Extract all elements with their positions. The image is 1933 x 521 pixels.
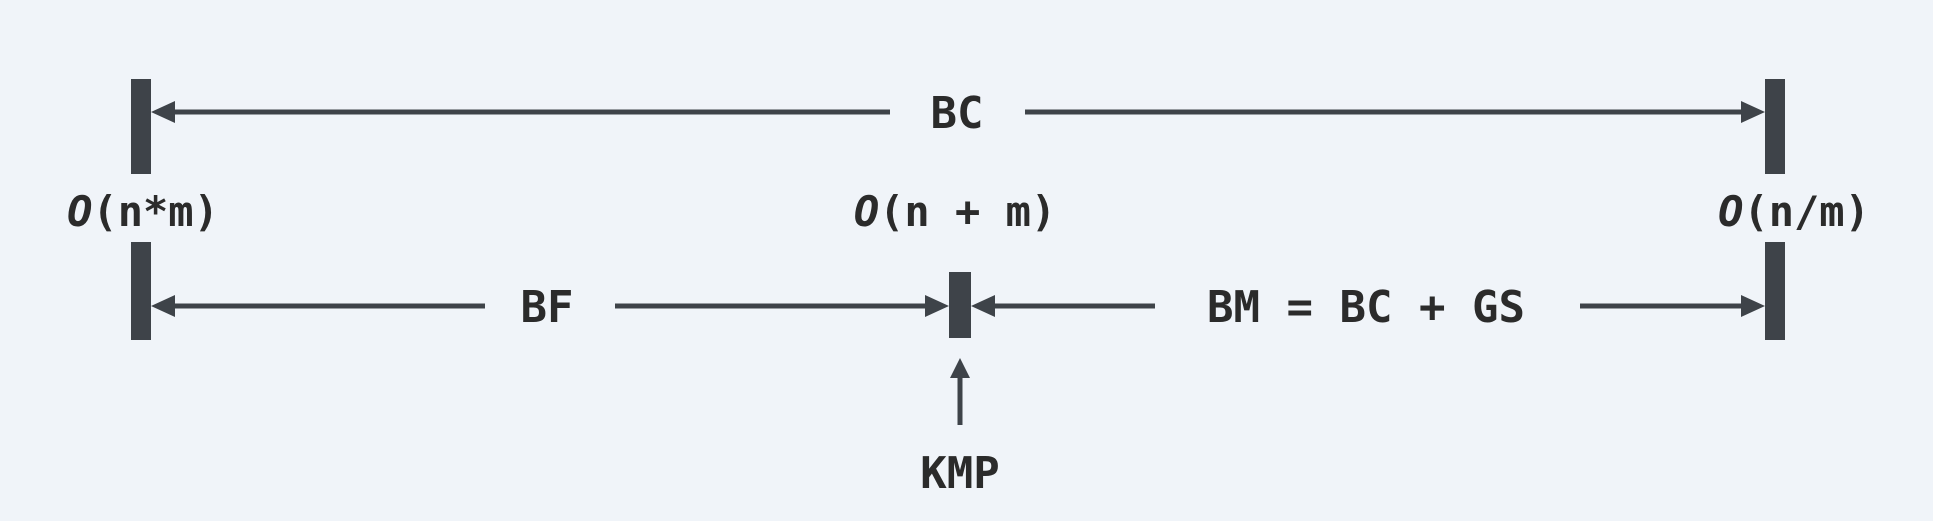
right-bottom-marker: [1765, 242, 1785, 340]
left-bottom-marker: [131, 242, 151, 340]
bc-arrowhead-left: [151, 101, 175, 123]
middle-marker: [949, 272, 971, 338]
big-o-symbol-left: O: [67, 187, 93, 236]
bm-label: BM = BC + GS: [1207, 282, 1525, 333]
bottom-ranges: [131, 242, 1785, 340]
bf-label: BF: [520, 282, 574, 333]
kmp-pointer: [920, 358, 999, 499]
right-top-marker: [1765, 79, 1785, 174]
top-range-bc: [131, 79, 1785, 174]
complexity-middle: [854, 187, 1056, 236]
complexity-right-expr: (n/m): [1743, 187, 1870, 236]
bm-arrowhead-left: [971, 295, 995, 317]
bc-label: BC: [930, 88, 984, 139]
kmp-arrowhead: [950, 358, 970, 378]
complexity-left: [67, 187, 219, 236]
svg-text:O(n*m): [67, 187, 219, 236]
bm-arrowhead-right: [1741, 295, 1765, 317]
complexity-middle-expr: (n + m): [879, 187, 1057, 236]
bc-arrowhead-right: [1741, 101, 1765, 123]
left-top-marker: [131, 79, 151, 174]
bf-arrowhead-left: [151, 295, 175, 317]
bf-arrowhead-right: [925, 295, 949, 317]
svg-text:O(n + m): [854, 187, 1056, 236]
svg-text:O(n/m): [1718, 187, 1870, 236]
kmp-label: KMP: [920, 448, 1000, 499]
complexity-right: [1718, 187, 1870, 236]
big-o-symbol-right: O: [1718, 187, 1744, 236]
complexity-left-expr: (n*m): [92, 187, 219, 236]
big-o-symbol-middle: O: [853, 187, 880, 236]
